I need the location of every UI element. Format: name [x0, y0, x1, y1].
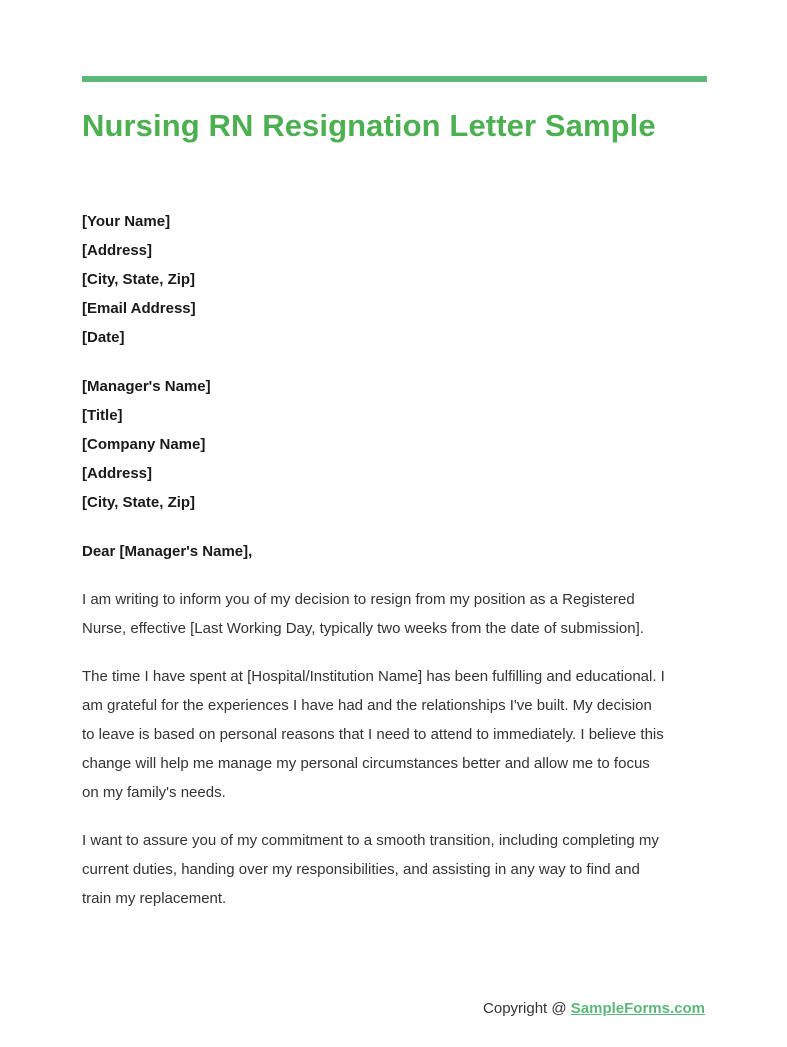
recipient-city-state-zip: [City, State, Zip] [82, 494, 196, 511]
page-title: Nursing RN Resignation Letter Sample [82, 108, 656, 143]
paragraph-line: The time I have spent at [Hospital/Institution Name] has been fulfilling and educational. I [82, 668, 665, 685]
paragraph-resignation-notice [82, 585, 707, 643]
recipient-title: [Title] [82, 407, 123, 424]
recipient-company: [Company Name] [82, 436, 206, 453]
sender-name: [Your Name] [82, 213, 171, 230]
paragraph-line: Nurse, effective [Last Working Day, typically two weeks from the date of submission]. [82, 620, 644, 637]
top-divider [82, 76, 707, 82]
paragraph-line: current duties, handing over my responsibilities, and assisting in any way to find and [82, 861, 640, 878]
paragraph-line: am grateful for the experiences I have had and the relationships I've built. My decision [82, 697, 652, 714]
paragraph-line: on my family's needs. [82, 784, 226, 801]
sender-city-state-zip: [City, State, Zip] [82, 271, 196, 288]
salutation: Dear [Manager's Name], [82, 543, 253, 560]
sender-date: [Date] [82, 329, 125, 346]
paragraph-line: I want to assure you of my commitment to a smooth transition, including completing my [82, 832, 659, 849]
recipient-address: [Address] [82, 465, 153, 482]
paragraph-line: change will help me manage my personal circumstances better and allow me to focus [82, 755, 650, 772]
letter-page [82, 76, 707, 913]
recipient-manager-name: [Manager's Name] [82, 378, 211, 395]
paragraph-line: to leave is based on personal reasons that I need to attend to immediately. I believe this [82, 726, 664, 743]
brand-link[interactable]: SampleForms.com [570, 1000, 705, 1017]
copyright-text: Copyright @ [483, 1000, 571, 1017]
paragraph-line: I am writing to inform you of my decision to resign from my position as a Registered [82, 591, 635, 608]
paragraph-reason [82, 662, 707, 807]
copyright-footer [483, 998, 705, 1020]
paragraph-transition [82, 826, 707, 913]
sender-address-block [82, 207, 707, 352]
sender-address: [Address] [82, 242, 153, 259]
sender-email: [Email Address] [82, 300, 196, 317]
paragraph-line: train my replacement. [82, 890, 227, 907]
recipient-address-block [82, 372, 707, 517]
